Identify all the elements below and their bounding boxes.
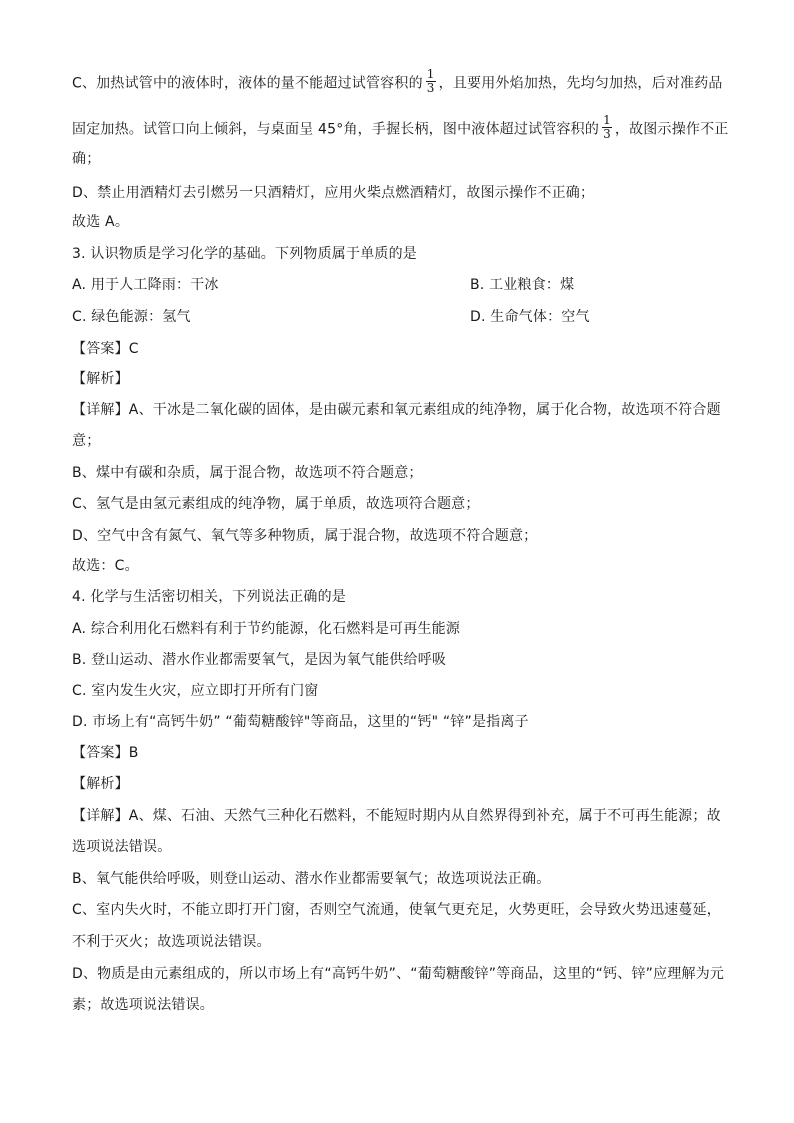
q2-c-text-c: 固定加热。试管口向上倾斜，与桌面呈 45°角，手握长柄，图中液体超过试管容积的 xyxy=(72,121,600,138)
fraction-numerator: 1 xyxy=(603,113,611,127)
fraction-denominator: 3 xyxy=(603,127,611,141)
fraction-denominator: 3 xyxy=(426,81,435,95)
q2-c-text-a: C、加热试管中的液体时，液体的量不能超过试管容积的 xyxy=(72,75,423,92)
q4-detail-d-line1: D、物质是由元素组成的，所以市场上有“高钙牛奶”、“葡萄糖酸锌”等商品，这里的“钙、锌”应理解为元 xyxy=(72,966,725,982)
q4-stem: 4. 化学与生活密切相关，下列说法正确的是 xyxy=(72,589,347,605)
q3-analysis-heading: 【解析】 xyxy=(72,371,129,387)
q2-option-c-explanation-line1 xyxy=(72,67,723,97)
q3-options-row2 xyxy=(72,307,590,327)
q2-c-text-d: ，故图示操作不正 xyxy=(614,121,729,138)
q3-detail-line2: 意； xyxy=(72,433,101,449)
q3-answer: 【答案】C xyxy=(72,341,139,357)
q3-option-a: A. 用于人工降雨：干冰 xyxy=(72,277,219,293)
q3-detail-c: C、氢气是由氢元素组成的纯净物，属于单质，故选项符合题意； xyxy=(72,496,480,512)
q4-answer: 【答案】B xyxy=(72,745,139,761)
q3-conclusion: 故选：C。 xyxy=(72,558,139,574)
q4-detail-c-line1: C、室内失火时，不能立即打开门窗，否则空气流通，使氧气更充足，火势更旺，会导致火势迅速蔓延， xyxy=(72,902,721,918)
q2-option-d-explanation: D、禁止用酒精灯去引燃另一只酒精灯，应用火柴点燃酒精灯，故图示操作不正确； xyxy=(72,185,595,201)
q2-conclusion: 故选 A。 xyxy=(72,214,130,230)
q4-option-d: D. 市场上有“高钙牛奶” “葡萄糖酸锌"等商品，这里的“钙" “锌”是指离子 xyxy=(72,714,529,730)
q3-detail-line1: 【详解】A、干冰是二氧化碳的固体，是由碳元素和氧元素组成的纯净物，属于化合物，故选项不符合题 xyxy=(72,402,721,418)
q4-option-a: A. 综合利用化石燃料有利于节约能源，化石燃料是可再生能源 xyxy=(72,621,461,637)
q3-options-row1 xyxy=(72,275,575,295)
q4-option-b: B. 登山运动、潜水作业都需要氧气，是因为氧气能供给呼吸 xyxy=(72,652,447,668)
q3-option-c: C. 绿色能源：氢气 xyxy=(72,309,191,325)
q4-option-c: C. 室内发生火灾，应立即打开所有门窗 xyxy=(72,683,319,699)
q4-detail-a-line1: 【详解】A、煤、石油、天然气三种化石燃料，不能短时期内从自然界得到补充，属于不可再生能源；故 xyxy=(72,808,721,824)
q2-c-text-b: ，且要用外焰加热，先均匀加热，后对准药品 xyxy=(438,75,723,92)
q3-option-b: B. 工业粮食：煤 xyxy=(470,277,575,293)
q4-detail-b: B、氧气能供给呼吸，则登山运动、潜水作业都需要氧气；故选项说法正确。 xyxy=(72,871,551,887)
q4-analysis-heading: 【解析】 xyxy=(72,776,129,792)
q3-option-d: D. 生命气体：空气 xyxy=(470,309,590,325)
q3-detail-b: B、煤中有碳和杂质，属于混合物，故选项不符合题意； xyxy=(72,465,423,481)
fraction-one-third xyxy=(426,68,436,95)
q3-stem: 3. 认识物质是学习化学的基础。下列物质属于单质的是 xyxy=(72,246,418,262)
fraction-one-third xyxy=(602,114,612,141)
q3-detail-d: D、空气中含有氮气、氧气等多种物质，属于混合物，故选项不符合题意； xyxy=(72,528,538,544)
q2-option-c-explanation-line3: 确； xyxy=(72,151,101,167)
fraction-numerator: 1 xyxy=(426,67,435,81)
q4-detail-c-line2: 不利于灭火；故选项说法错误。 xyxy=(72,934,271,950)
q2-option-c-explanation-line2 xyxy=(72,113,729,143)
q4-detail-a-line2: 选项说法错误。 xyxy=(72,839,172,855)
q4-detail-d-line2: 素；故选项说法错误。 xyxy=(72,997,214,1013)
